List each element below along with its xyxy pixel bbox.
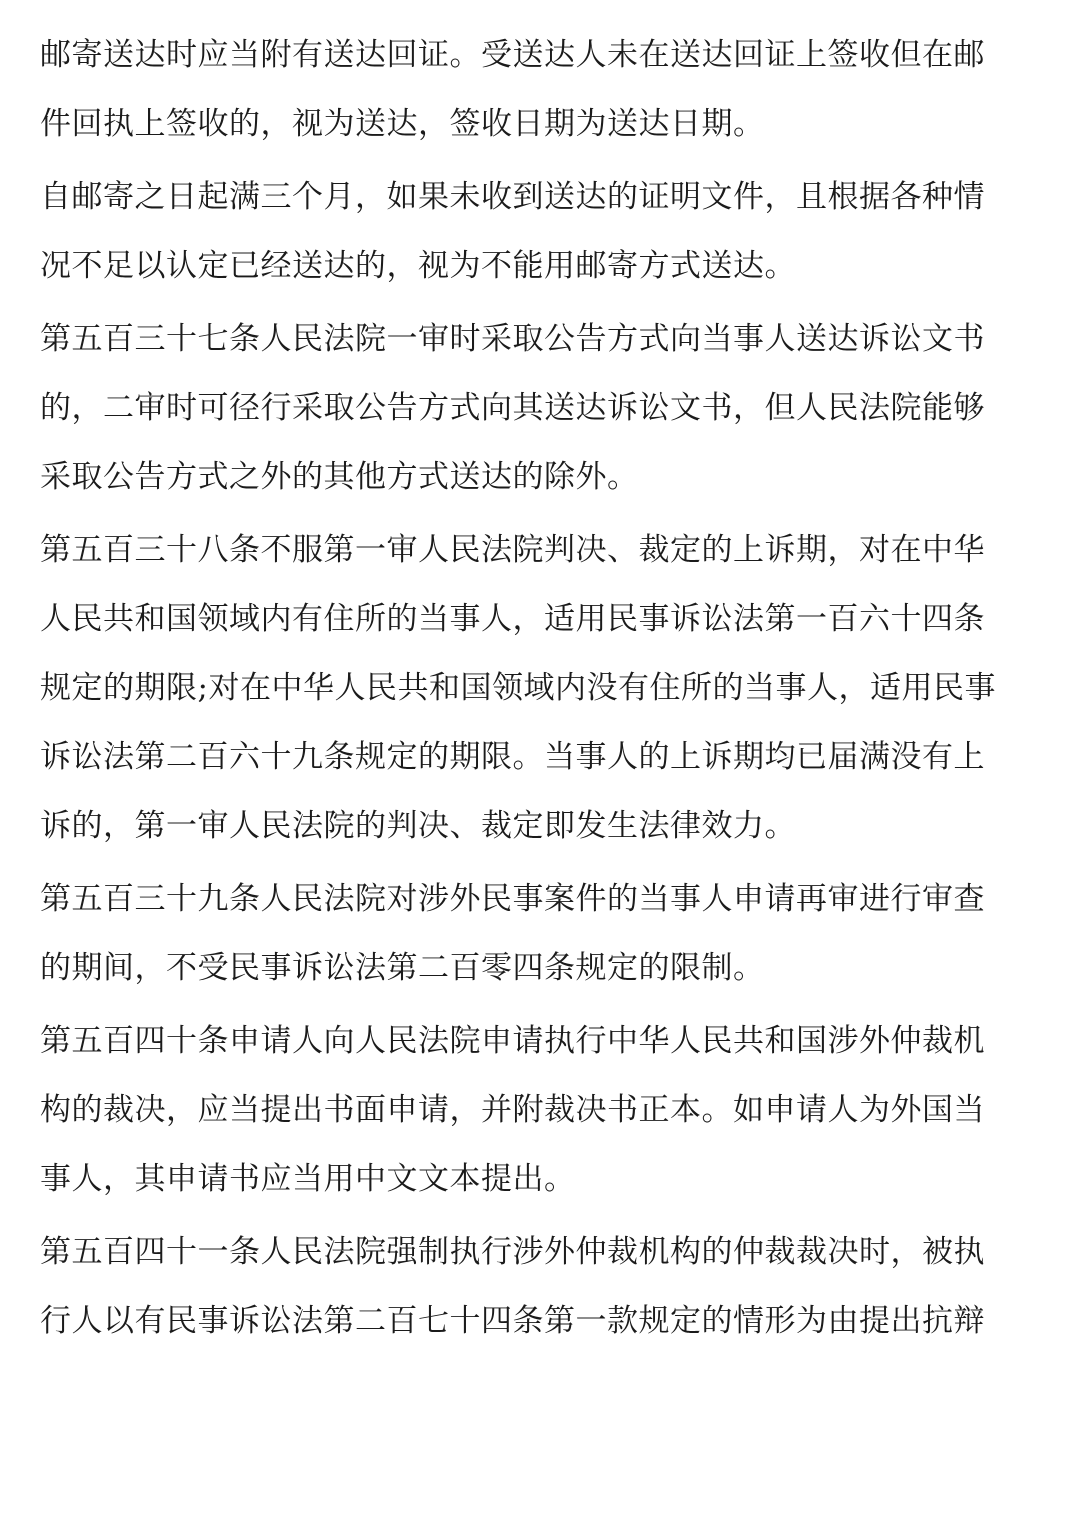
text-line: 第五百三十九条人民法院对涉外民事案件的当事人申请再审进行审查 (40, 881, 985, 917)
paragraph-mail-three-months (40, 180, 1040, 284)
text-line: 的期间，不受民事诉讼法第二百零四条规定的限制。 (40, 950, 765, 986)
text-line: 自邮寄之日起满三个月，如果未收到送达的证明文件，且根据各种情 (40, 179, 985, 215)
text-line: 第五百四十条申请人向人民法院申请执行中华人民共和国涉外仲裁机 (40, 1023, 985, 1059)
article-541 (40, 1235, 1040, 1339)
text-line: 第五百三十八条不服第一审人民法院判决、裁定的上诉期，对在中华 (40, 532, 985, 568)
article-538 (40, 533, 1040, 844)
paragraph-mail-service (40, 38, 1040, 142)
text-line: 构的裁决，应当提出书面申请，并附裁决书正本。如申请人为外国当 (40, 1092, 985, 1128)
text-line: 的，二审时可径行采取公告方式向其送达诉讼文书，但人民法院能够 (40, 390, 985, 426)
text-line: 第五百四十一条人民法院强制执行涉外仲裁机构的仲裁裁决时，被执 (40, 1234, 985, 1270)
text-line: 况不足以认定已经送达的，视为不能用邮寄方式送达。 (40, 248, 796, 284)
text-line: 邮寄送达时应当附有送达回证。受送达人未在送达回证上签收但在邮 (40, 37, 985, 73)
text-line: 诉的，第一审人民法院的判决、裁定即发生法律效力。 (40, 808, 796, 844)
text-line: 人民共和国领域内有住所的当事人，适用民事诉讼法第一百六十四条 (40, 601, 985, 637)
text-line: 行人以有民事诉讼法第二百七十四条第一款规定的情形为由提出抗辩 (40, 1303, 985, 1339)
text-line: 第五百三十七条人民法院一审时采取公告方式向当事人送达诉讼文书 (40, 321, 985, 357)
article-537 (40, 322, 1040, 495)
article-540 (40, 1024, 1040, 1197)
article-539 (40, 882, 1040, 986)
text-line: 诉讼法第二百六十九条规定的期限。当事人的上诉期均已届满没有上 (40, 739, 985, 775)
text-line: 事人，其申请书应当用中文文本提出。 (40, 1161, 576, 1197)
text-line: 件回执上签收的，视为送达，签收日期为送达日期。 (40, 106, 765, 142)
text-line: 规定的期限;对在中华人民共和国领域内没有住所的当事人，适用民事 (40, 670, 996, 706)
text-line: 采取公告方式之外的其他方式送达的除外。 (40, 459, 639, 495)
